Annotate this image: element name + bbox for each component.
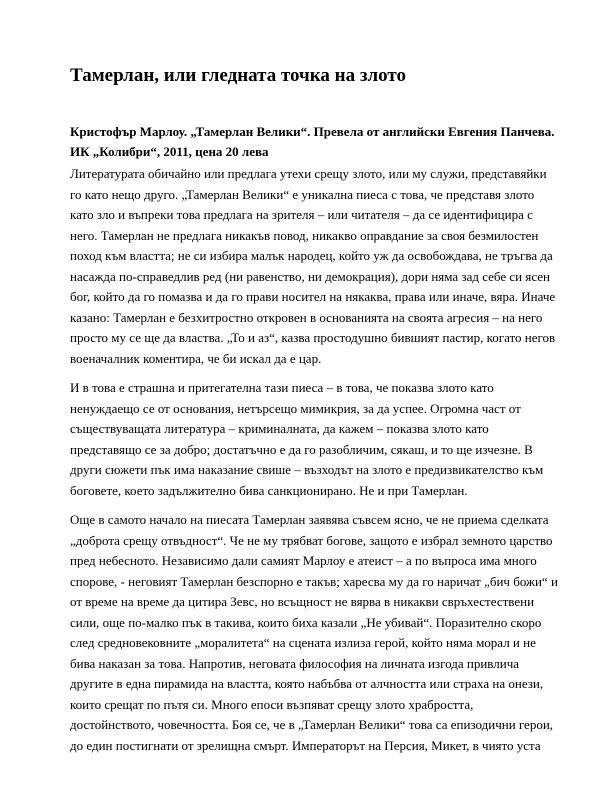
text-line: достойнството, човечността. Боя се, че в „Тамерлан Велики“ това са епизодични герои, [70, 717, 554, 732]
text-line: Литературата обичайно или предлага утехи срещу злото, или му служи, представяйки [70, 166, 547, 181]
text-line: него. Тамерлан не предлага никакъв повод, никакво оправдание за своя безмилостен [70, 227, 539, 243]
text-line: боговете, което задължително бива санкционирано. Не и при Тамерлан. [70, 482, 468, 498]
article-title: Тамерлан, или гледната точка на злото [70, 65, 407, 86]
paragraph [70, 510, 558, 756]
text-line: съществуващата литература – криминалната, да кажем – показва злото като [70, 421, 489, 436]
text-line: сили, още по-малко пък в такива, които биха казали „Не убивай“. Поразително скоро [70, 614, 542, 630]
text-line: другите в една пирамида на властта, която набъбва от алчността или страха на онези, [70, 676, 544, 691]
text-line: пред небесното. Независимо дали самият Марлоу е атеист – а по въпроса има много [70, 553, 537, 568]
byline-line: ИК „Колибри“, 2011, цена 20 лева [70, 144, 269, 159]
text-line: казано: Тамерлан е безхитростно откровен в основанията на своята агресия – на него [70, 309, 543, 325]
article-byline [70, 122, 555, 162]
text-line: които срещат по пътя си. Много епоси възпяват срещу злото храбростта, [70, 696, 474, 712]
text-line: И в това е страшна и притегателна тази пиеса – в това, че показва злото като [70, 380, 494, 395]
text-line: след средновековните „моралитета“ на сцената излиза герой, който няма морал и не [70, 635, 536, 650]
article-body [70, 164, 558, 765]
paragraph [70, 164, 556, 369]
paragraph [70, 378, 550, 501]
text-line: ненуждаещо се от основания, нетърсещо мимикрия, за да успее. Огромна част от [70, 400, 521, 416]
text-line: като зло и въпреки това предлага на зрителя – или читателя – да се идентифицира с [70, 207, 533, 222]
text-line: просто му се ще да властва. „То и аз“, казва простодушно бившият пастир, когато негов [70, 330, 556, 345]
text-line: от време на време да цитира Зевс, но всъщност не вярва в никакви свръхестествени [70, 594, 535, 609]
text-line: военачалник коментира, че би искал да е цар. [70, 350, 322, 366]
text-line: бог, който да го помазва и да го прави носител на някаква, права или иначе, вяра. Иначе [70, 289, 556, 304]
text-line: представящо се за добро; достатъчно е да го разобличим, сякаш, и то ще изчезне. В [70, 441, 533, 457]
text-line: бива наказан за това. Напротив, неговата философия на личната изгода привлича [70, 655, 520, 671]
text-line: други сюжети пък има наказание свише – възходът на злото е предизвикателство към [70, 462, 544, 477]
text-line: насажда по-справедлив ред (ни равенство, ни демокрация), дори няма зад себе си ясен [70, 268, 550, 284]
text-line: поход към властта; не си избира малък народец, който уж да освобождава, не тръгва да [70, 248, 553, 263]
text-line: спорове, - неговият Тамерлан безспорно е такъв; харесва му да го наричат „бич божи“ и [70, 573, 558, 589]
text-line: го като нещо друго. „Тамерлан Велики“ е уникална пиеса с това, че представя злото [70, 186, 535, 202]
text-line: Още в самото начало на пиесата Тамерлан заявява съвсем ясно, че не приема сделката [70, 512, 549, 527]
byline-line: Кристофър Марлоу. „Тамерлан Велики“. Превела от английски Евгения Панчева. [70, 124, 555, 139]
text-line: до един постигнати от зрелищна смърт. Императорът на Персия, Микет, в чиято уста [70, 737, 541, 753]
text-line: „доброта срещу отвъдност“. Че не му трябват богове, защото е избрал земното царство [70, 532, 553, 548]
